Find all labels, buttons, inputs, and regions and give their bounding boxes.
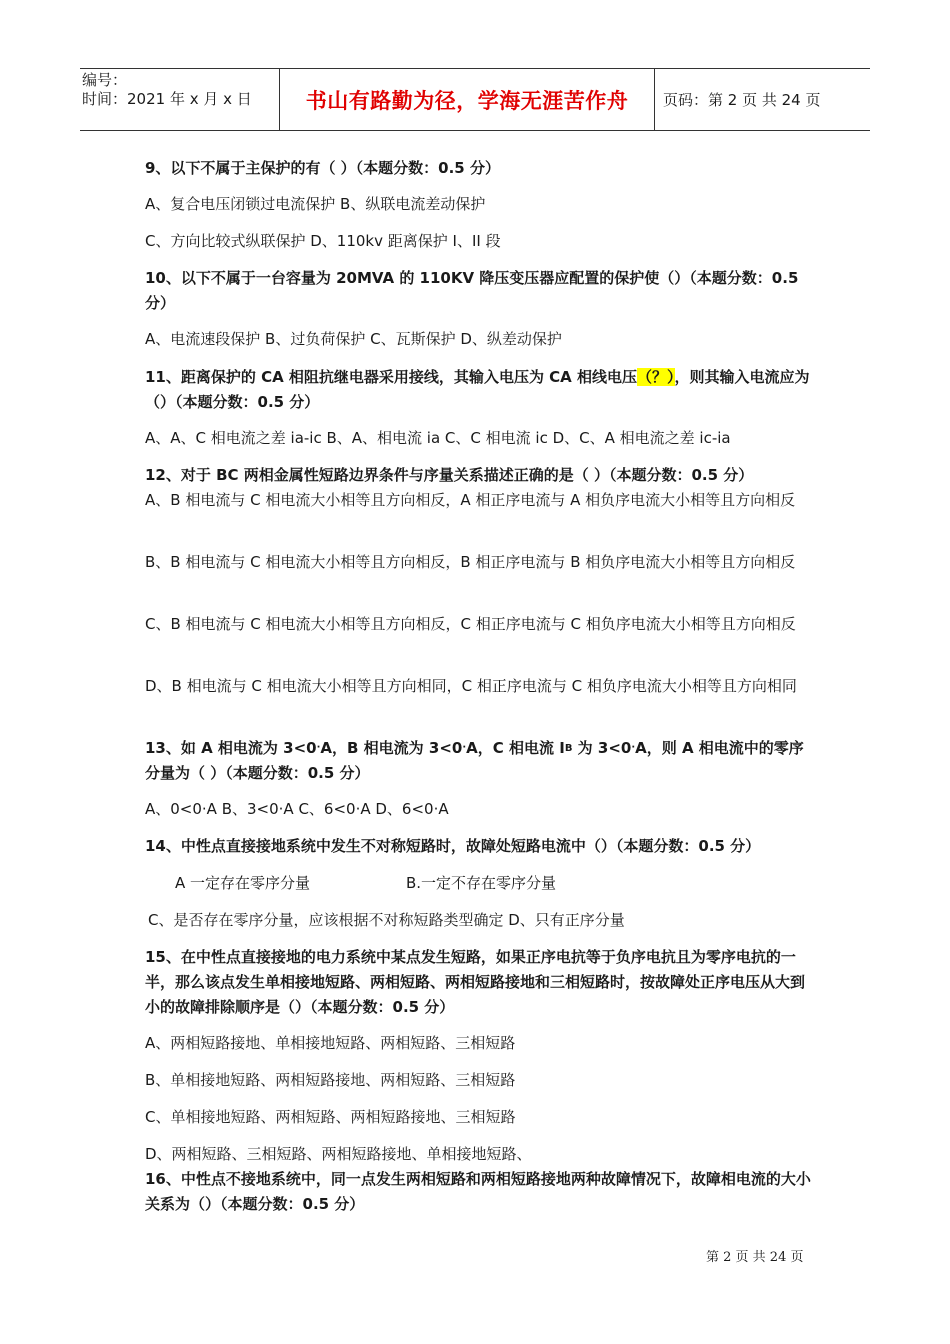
header-table (80, 68, 870, 131)
q13-options: A、0<0·A B、3<0·A C、6<0·A D、6<0·A (145, 800, 449, 818)
q12-option-b: B、B 相电流与 C 相电流大小相等且方向相反，B 相正序电流与 B 相负序电流大小相等且方向相反 (145, 553, 796, 571)
q15-stem: 15、在中性点直接接地的电力系统中某点发生短路，如果正序电抗等于负序电抗且为零序电抗的一半，那么该点发生单相接地短路、两相短路、两相短路接地和三相短路时，按故障处正序电压从大到小的故障排除顺序是（）（本题分数：0.5 分） (145, 948, 806, 1016)
q13-part2: A，B 相电流为 3<0 (320, 739, 463, 757)
q10-stem: 10、以下不属于一台容量为 20MVA 的 110KV 降压变压器应配置的保护使（）（本题分数：0.5 分） (145, 269, 799, 312)
q13-subscript: B (564, 743, 573, 754)
q16-stem: 16、中性点不接地系统中，同一点发生两相短路和两相短路接地两种故障情况下，故障相电流的大小关系为（）（本题分数：0.5 分） (145, 1170, 811, 1213)
q13-dot3: · (631, 742, 636, 753)
q11-stem (145, 365, 813, 415)
q11-stem-part2: ，则其输入电流应为（）（本题分数：0.5 分） (145, 368, 810, 411)
q15-option-b: B、单相接地短路、两相短路接地、两相短路、三相短路 (145, 1071, 516, 1089)
q12-option-c: C、B 相电流与 C 相电流大小相等且方向相反，C 相正序电流与 C 相负序电流大小相等且方向相反 (145, 615, 796, 633)
q11-options: A、A、C 相电流之差 ia-ic B、A、相电流 ia C、C 相电流 ic D、C、A 相电流之差 ic-ia (145, 429, 731, 447)
q10-options: A、电流速段保护 B、过负荷保护 C、瓦斯保护 D、纵差动保护 (145, 330, 562, 348)
q9-options-cd: C、方向比较式纵联保护 D、110kv 距离保护 I、II 段 (145, 232, 501, 250)
header-meta (80, 69, 280, 130)
header-page-info: 页码：第 2 页 共 24 页 (663, 91, 821, 109)
q13-part4: 为 3<0 (572, 739, 632, 757)
q13-part1: 13、如 A 相电流为 3<0 (145, 739, 317, 757)
q13-stem (145, 736, 813, 786)
q13-dot2: · (462, 742, 467, 753)
q14-stem: 14、中性点直接接地系统中发生不对称短路时，故障处短路电流中（）（本题分数：0.5 分） (145, 837, 761, 855)
q13-part5: A，则 A 相电流中的零序分量为（ ）（本题分数：0.5 分） (145, 739, 804, 782)
q11-stem-part1: 11、距离保护的 CA 相阻抗继电器采用接线，其输入电压为 CA 相线电压 (145, 368, 637, 386)
q9-options-ab: A、复合电压闭锁过电流保护 B、纵联电流差动保护 (145, 195, 486, 213)
q12-option-d: D、B 相电流与 C 相电流大小相等且方向相同，C 相正序电流与 C 相负序电流大小相等且方向相同 (145, 677, 797, 695)
q14-option-b: B.一定不存在零序分量 (406, 874, 557, 892)
time-label: 时间：2021 年 x 月 x 日 (82, 90, 252, 108)
footer-page-number: 第 2 页 共 24 页 (706, 1250, 804, 1265)
q13-part3: A，C 相电流 I (466, 739, 565, 757)
q11-highlight: （？） (637, 368, 675, 386)
code-label: 编号： (82, 71, 128, 89)
q15-option-d: D、两相短路、三相短路、两相短路接地、单相接地短路、 (145, 1145, 532, 1163)
q13-dot1: · (316, 742, 321, 753)
q15-option-c: C、单相接地短路、两相短路、两相短路接地、三相短路 (145, 1108, 516, 1126)
q12-option-a: A、B 相电流与 C 相电流大小相等且方向相反，A 相正序电流与 A 相负序电流大小相等且方向相反 (145, 491, 796, 509)
q12-stem: 12、对于 BC 两相金属性短路边界条件与序量关系描述正确的是（ ）（本题分数：0.5 分） (145, 466, 754, 484)
q15-option-a: A、两相短路接地、单相接地短路、两相短路、三相短路 (145, 1034, 516, 1052)
q14-options-cd: C、是否存在零序分量，应该根据不对称短路类型确定 D、只有正序分量 (148, 911, 625, 929)
q9-stem: 9、以下不属于主保护的有（ ）（本题分数：0.5 分） (145, 159, 500, 177)
header-motto: 书山有路勤为径，学海无涯苦作舟 (280, 69, 655, 130)
q14-option-a: A 一定存在零序分量 (175, 874, 311, 892)
